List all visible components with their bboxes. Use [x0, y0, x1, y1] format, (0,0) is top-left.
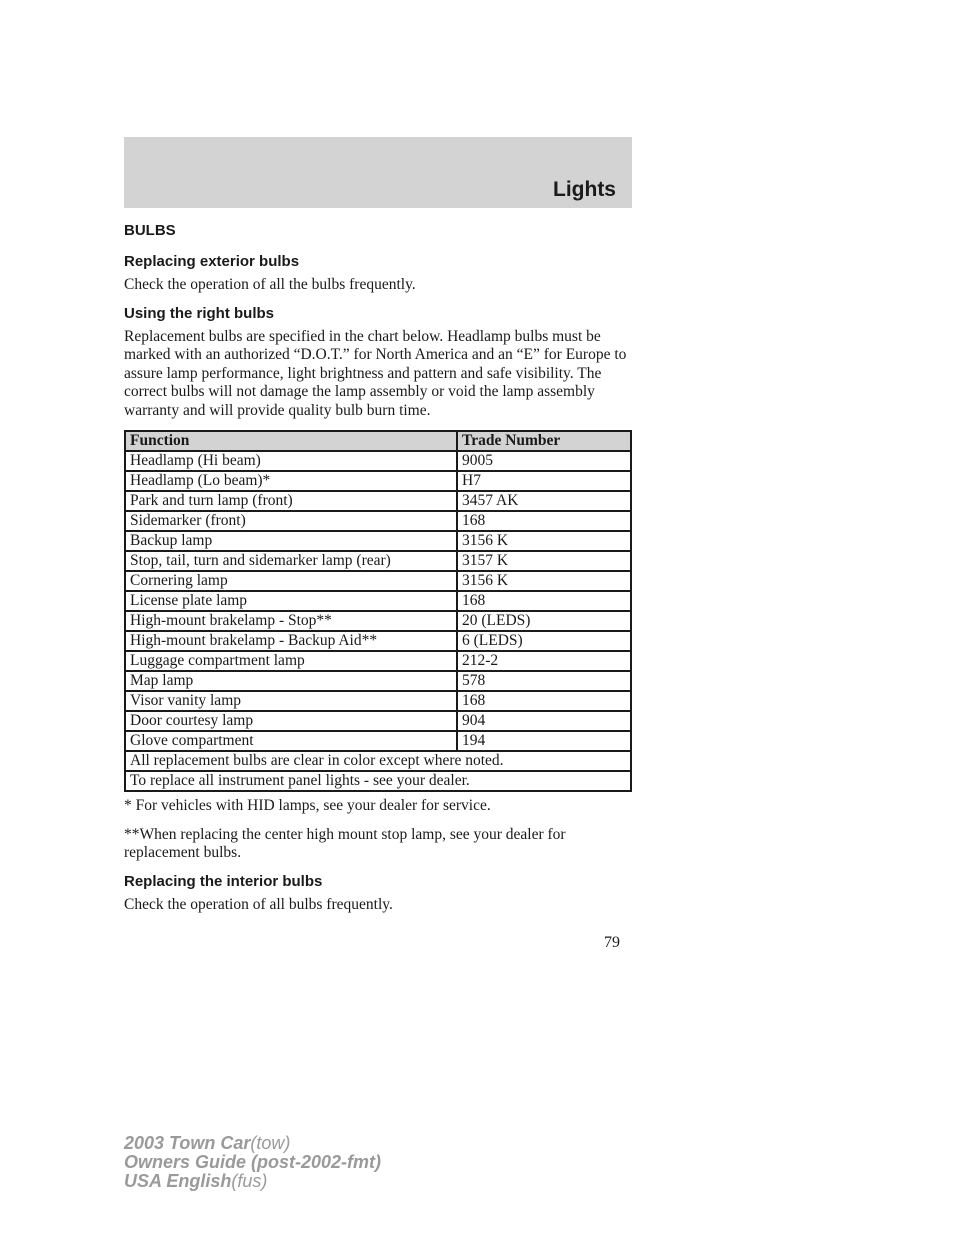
paragraph-check-interior: Check the operation of all bulbs frequently. — [124, 895, 393, 913]
section-heading: BULBS — [124, 222, 176, 239]
subheading-interior: Replacing the interior bulbs — [124, 872, 323, 890]
subheading-right-bulbs: Using the right bulbs — [124, 304, 274, 322]
table-header-row — [125, 431, 631, 451]
trade-number-cell: 904 — [457, 711, 631, 731]
function-cell: Map lamp — [125, 671, 457, 691]
trade-number-cell: 3457 AK — [457, 491, 631, 511]
trade-number-cell: 20 (LEDS) — [457, 611, 631, 631]
function-cell: High-mount brakelamp - Stop** — [125, 611, 457, 631]
table-row — [125, 551, 631, 571]
table-row — [125, 591, 631, 611]
table-row — [125, 571, 631, 591]
table-row — [125, 531, 631, 551]
trade-number-cell: 168 — [457, 511, 631, 531]
document-footer — [124, 1134, 381, 1191]
table-row — [125, 491, 631, 511]
function-cell: Park and turn lamp (front) — [125, 491, 457, 511]
footer-model: 2003 Town Car — [124, 1133, 251, 1153]
table-row — [125, 651, 631, 671]
trade-number-cell: 3157 K — [457, 551, 631, 571]
table-row — [125, 691, 631, 711]
footnote-stop-lamp: **When replacing the center high mount stop lamp, see your dealer for replacement bulbs. — [124, 825, 566, 861]
table-row — [125, 631, 631, 651]
page-number: 79 — [604, 934, 620, 951]
table-row — [125, 711, 631, 731]
footer-model-code: (tow) — [250, 1133, 291, 1153]
bulb-table — [124, 430, 632, 792]
trade-number-cell: 194 — [457, 731, 631, 751]
trade-number-cell: 3156 K — [457, 571, 631, 591]
function-cell: High-mount brakelamp - Backup Aid** — [125, 631, 457, 651]
trade-number-cell: 578 — [457, 671, 631, 691]
trade-number-cell: 6 (LEDS) — [457, 631, 631, 651]
column-header-trade-number: Trade Number — [457, 431, 631, 451]
paragraph-right-bulbs: Replacement bulbs are specified in the chart below. Headlamp bulbs must be marked with an authorized “D.O.T.” for North America and an “E” for Europe to assure lamp performance, light brightness and pattern and safe visibility. The correct bulbs will not damage the lamp assembly or void the lamp assembly warranty and will provide quality bulb burn time. — [124, 327, 627, 419]
function-cell: Visor vanity lamp — [125, 691, 457, 711]
table-row — [125, 731, 631, 751]
footer-line-guide — [124, 1153, 381, 1172]
chapter-header — [124, 137, 632, 208]
table-note-row — [125, 771, 631, 791]
function-cell: Glove compartment — [125, 731, 457, 751]
function-cell: License plate lamp — [125, 591, 457, 611]
footer-language-code: (fus) — [231, 1171, 268, 1191]
paragraph-check-exterior: Check the operation of all the bulbs frequently. — [124, 276, 416, 293]
footer-language: USA English — [124, 1171, 232, 1191]
function-cell: Headlamp (Hi beam) — [125, 451, 457, 471]
trade-number-cell: 212-2 — [457, 651, 631, 671]
table-row — [125, 611, 631, 631]
function-cell: Headlamp (Lo beam)* — [125, 471, 457, 491]
table-row — [125, 671, 631, 691]
trade-number-cell: 9005 — [457, 451, 631, 471]
table-row — [125, 451, 631, 471]
footer-line-language — [124, 1172, 381, 1191]
function-cell: Luggage compartment lamp — [125, 651, 457, 671]
trade-number-cell: 168 — [457, 691, 631, 711]
subheading-exterior: Replacing exterior bulbs — [124, 253, 300, 270]
trade-number-cell: 3156 K — [457, 531, 631, 551]
table-note: To replace all instrument panel lights - see your dealer. — [125, 771, 631, 791]
trade-number-cell: H7 — [457, 471, 631, 491]
column-header-function: Function — [125, 431, 457, 451]
footnote-hid: * For vehicles with HID lamps, see your dealer for service. — [124, 797, 491, 814]
table-row — [125, 471, 631, 491]
function-cell: Door courtesy lamp — [125, 711, 457, 731]
footer-line-model — [124, 1134, 381, 1153]
function-cell: Stop, tail, turn and sidemarker lamp (rear) — [125, 551, 457, 571]
page-content — [124, 222, 632, 924]
function-cell: Backup lamp — [125, 531, 457, 551]
chapter-title: Lights — [553, 178, 616, 201]
function-cell: Sidemarker (front) — [125, 511, 457, 531]
footer-guide: Owners Guide (post-2002-fmt) — [124, 1152, 382, 1172]
trade-number-cell: 168 — [457, 591, 631, 611]
function-cell: Cornering lamp — [125, 571, 457, 591]
table-note-row — [125, 751, 631, 771]
table-row — [125, 511, 631, 531]
table-note: All replacement bulbs are clear in color except where noted. — [125, 751, 631, 771]
